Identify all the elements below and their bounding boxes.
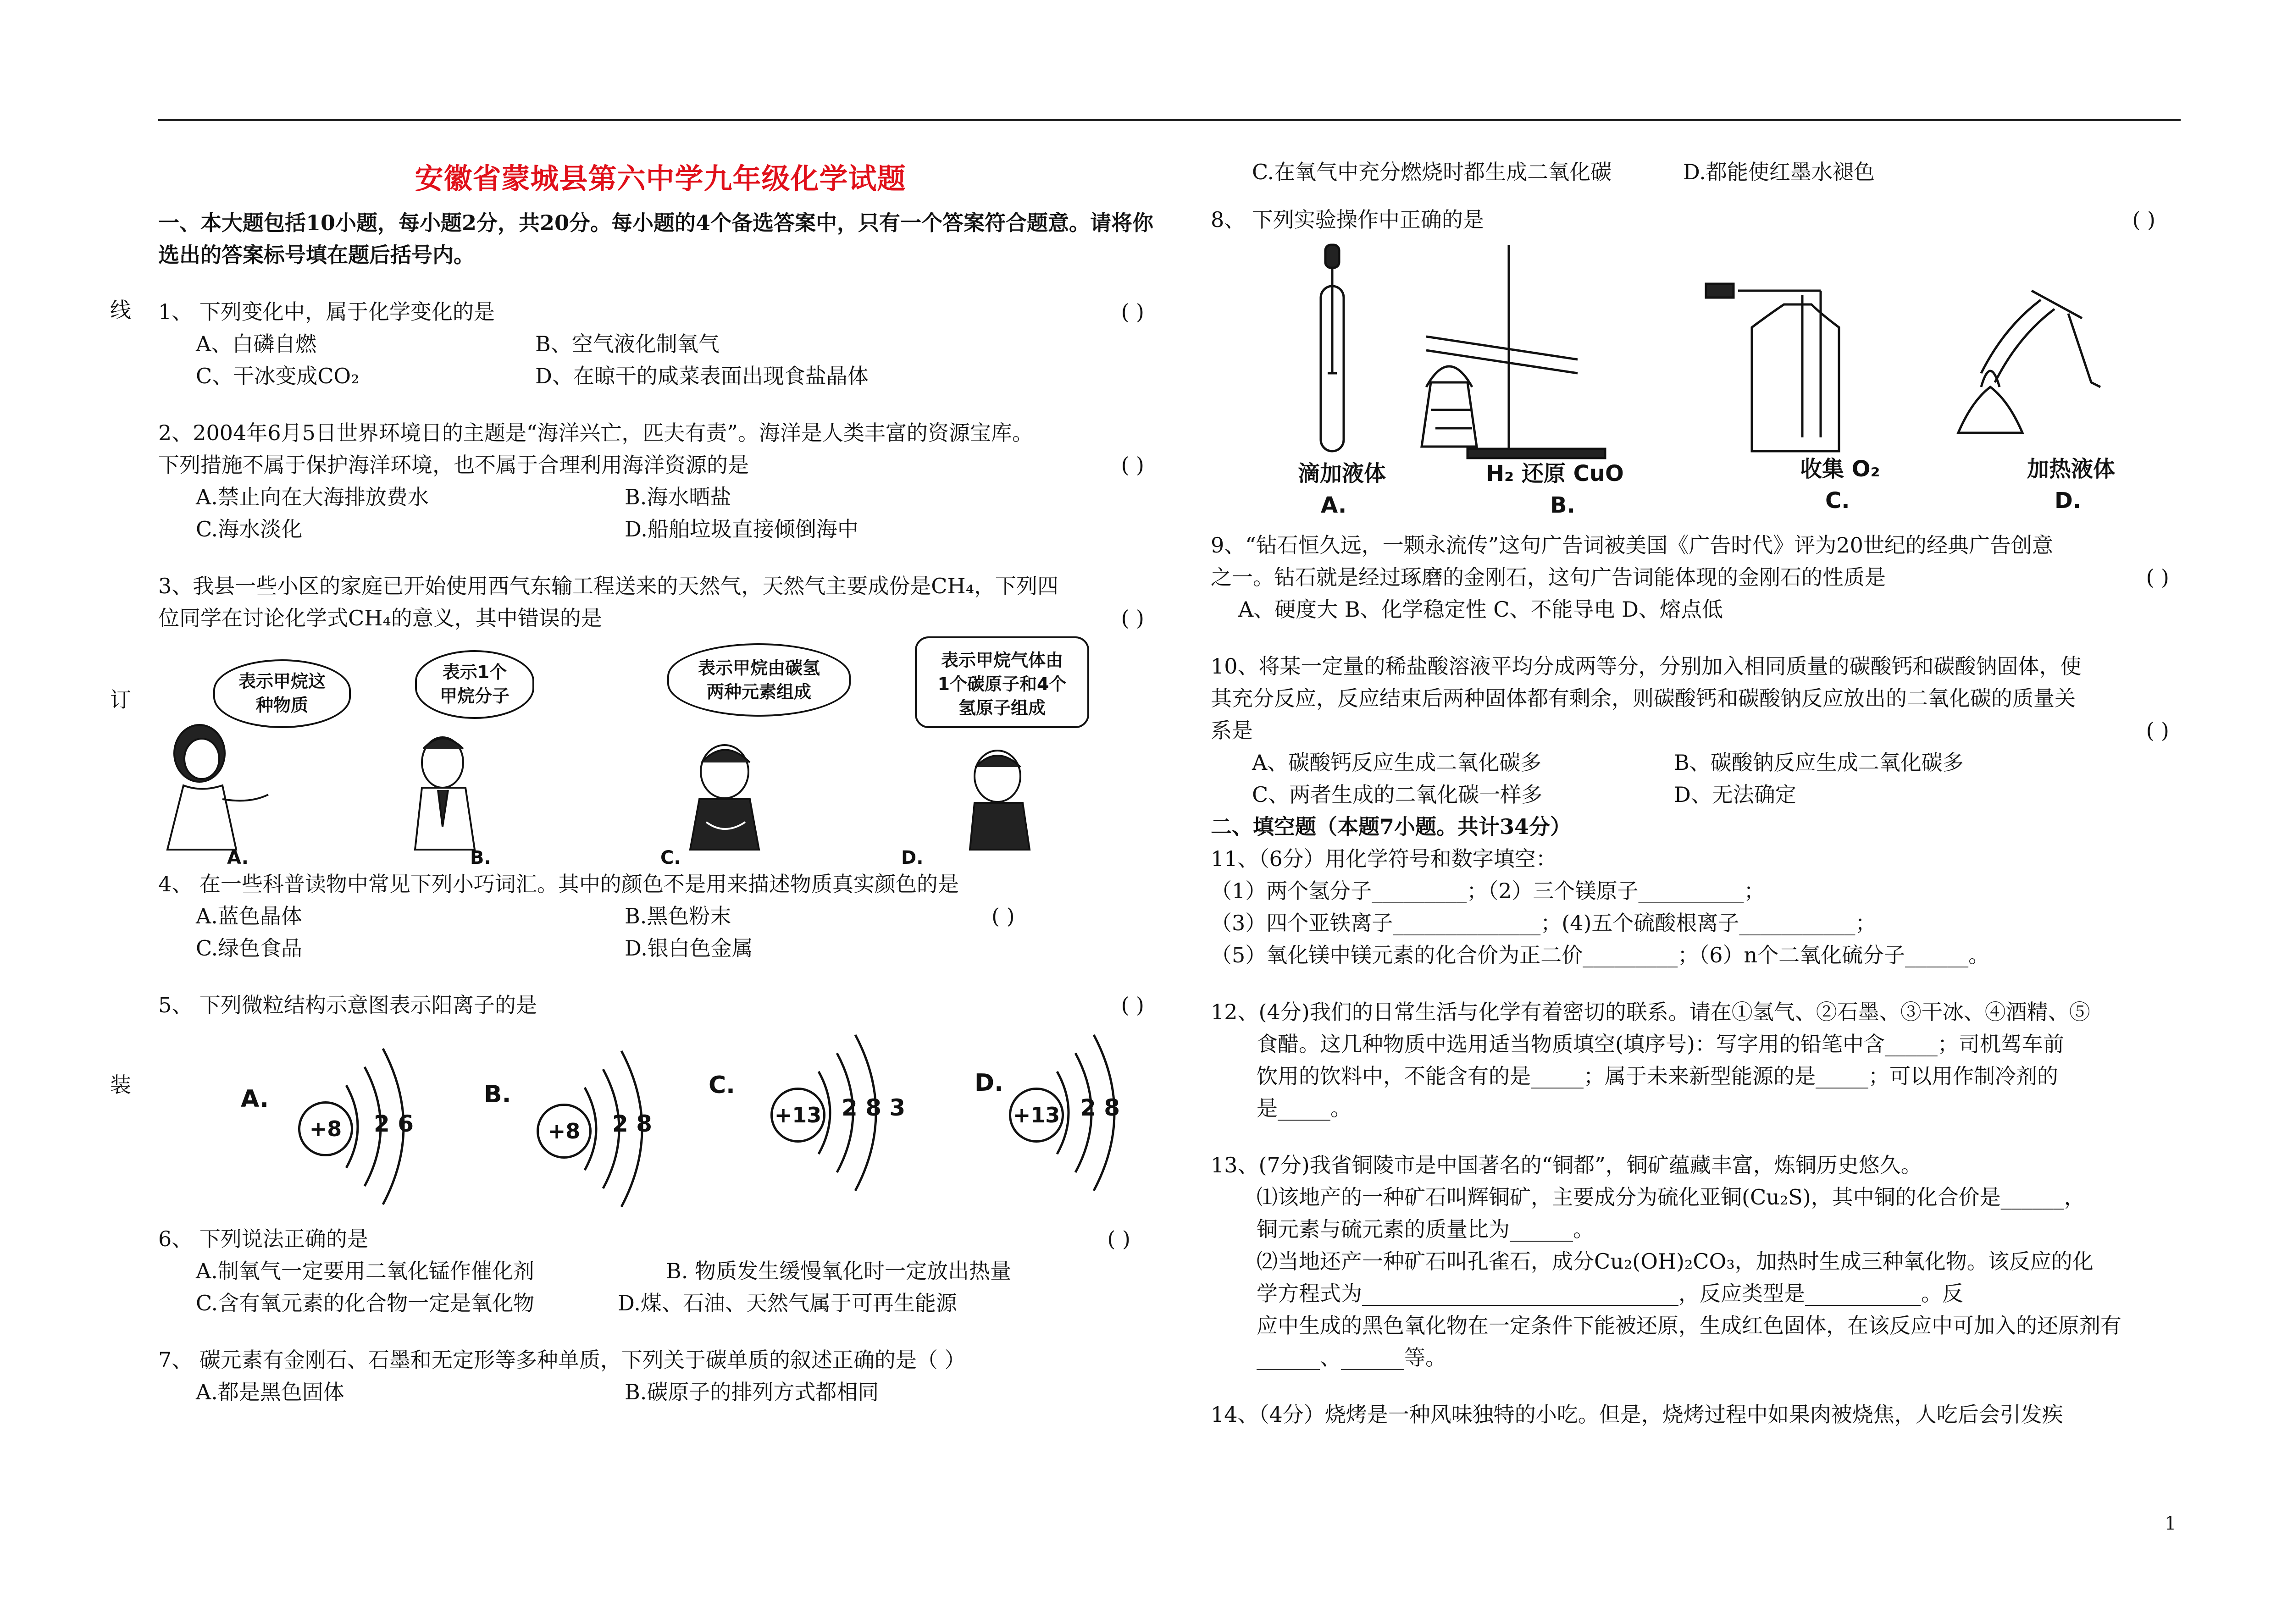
- q1-options-row2: [158, 360, 1163, 392]
- q1-options-row1: [158, 328, 1163, 360]
- margin-char-ding: 订: [110, 687, 131, 712]
- q10-option-a: A、碳酸钙反应生成二氧化碳多: [1252, 750, 1542, 775]
- q10-option-c: C、两者生成的二氧化碳一样多: [1252, 782, 1543, 807]
- left-column: [158, 156, 1163, 1408]
- margin-char-line: 线: [110, 298, 131, 322]
- q10-stem-line2: 其充分反应，反应结束后两种固体都有剩余，则碳酸钙和碳酸钠反应放出的二氧化碳的质量关: [1211, 686, 2076, 711]
- q3-paren: ( ): [1121, 606, 1144, 630]
- q2-stem-line1: 2、2004年6月5日世界环境日的主题是“海洋兴亡，匹夫有责”。海洋是人类丰富的资源宝库。: [158, 420, 1033, 445]
- q10-option-b: B、碳酸钠反应生成二氧化碳多: [1674, 750, 1964, 775]
- q10-stem-line1: 10、将某一定量的稀盐酸溶液平均分成两等分，分别加入相同质量的碳酸钙和碳酸钠固体，使: [1211, 654, 2082, 679]
- q6-option-a: A.制氧气一定要用二氧化锰作催化剂: [196, 1259, 534, 1283]
- q7-option-c: C.在氧气中充分燃烧时都生成二氧化碳: [1252, 160, 1612, 184]
- q11-line1: （1）两个氢分子_________；（2）三个镁原子__________；: [1211, 878, 1765, 903]
- atom-b-label: B.: [484, 1081, 511, 1108]
- q1-option-c: C、干冰变成CO₂: [196, 364, 360, 388]
- q2-options-row2: [158, 513, 1163, 545]
- q2-option-b: B.海水晒盐: [625, 485, 731, 509]
- q13-line7: ______、______等。: [1257, 1345, 1446, 1370]
- q8-app-b-label: B.: [1550, 492, 1575, 518]
- q6-paren: ( ): [1107, 1226, 1130, 1251]
- q8-figure: [1211, 236, 2183, 529]
- q13-line3: 铜元素与硫元素的质量比为______。: [1257, 1217, 1594, 1242]
- q2-option-c: C.海水淡化: [196, 517, 303, 541]
- q5-stem: 5、 下列微粒结构示意图表示阳离子的是 ( ): [158, 989, 1163, 1021]
- q14-line1: 14、（4分）烧烤是一种风味独特的小吃。但是，烧烤过程中如果肉被烧焦，人吃后会引发疾: [1211, 1402, 2063, 1427]
- atom-d-nucleus: +13: [1009, 1088, 1064, 1143]
- q10-paren: ( ): [2146, 718, 2169, 743]
- q6-stem: 6、 下列说法正确的是 ( ): [158, 1223, 1163, 1255]
- q3-label-a: A.: [227, 847, 249, 868]
- q6-option-c: C.含有氧元素的化合物一定是氧化物: [196, 1291, 535, 1315]
- q8-app-a-label: A.: [1321, 492, 1347, 518]
- q2-paren: ( ): [1121, 453, 1144, 477]
- q3-bubble-d: 表示甲烷气体由 1个碳原子和4个 氢原子组成: [915, 636, 1089, 728]
- q2-option-a: A.禁止向在大海排放费水: [196, 485, 429, 509]
- q13-line4: ⑵当地还产一种矿石叫孔雀石，成分Cu₂(OH)₂CO₃，加热时生成三种氧化物。该反应的化: [1257, 1249, 2094, 1274]
- q8-app-a-name: 滴加液体: [1298, 461, 1386, 486]
- atom-b-electrons: 2 8: [612, 1110, 652, 1137]
- atom-c-nucleus: +13: [770, 1088, 825, 1143]
- q3-label-b: B.: [470, 847, 491, 868]
- q4-option-a: A.蓝色晶体: [196, 904, 302, 928]
- q3-figure: [158, 634, 1163, 868]
- q8-app-d-label: D.: [2055, 488, 2082, 514]
- q3-label-d: D.: [901, 847, 924, 868]
- q9-stem-line2: 之一。钻石就是经过琢磨的金刚石，这句广告词能体现的金刚石的性质是 ( ): [1211, 561, 2183, 593]
- q1-option-a: A、白磷自燃: [196, 331, 317, 356]
- q7-option-a: A.都是黑色固体: [196, 1380, 344, 1404]
- q9-paren: ( ): [2146, 565, 2169, 590]
- q1-paren: ( ): [1121, 299, 1144, 324]
- q7-option-d: D.都能使红墨水褪色: [1683, 160, 1875, 184]
- q3-stem-line1: 3、我县一些小区的家庭已开始使用西气东输工程送来的天然气，天然气主要成份是CH₄，下列四: [158, 574, 1059, 598]
- test-tube-dropper-icon: [1321, 245, 1344, 451]
- q9-options: A、硬度大 B、化学稳定性 C、不能导电 D、熔点低: [1238, 597, 1723, 622]
- atom-a-electrons: 2 6: [374, 1110, 414, 1137]
- atom-c-electrons: 2 8 3: [842, 1094, 906, 1121]
- q12-line3: 饮用的饮料中，不能含有的是_____；属于未来新型能源的是_____；可以用作制冷剂的: [1257, 1064, 2058, 1088]
- q12-line1: 12、(4分)我们的日常生活与化学有着密切的联系。请在①氢气、②石墨、③干冰、④酒精、⑤: [1211, 1000, 2090, 1024]
- q8-paren: ( ): [2132, 207, 2155, 232]
- q3-bubble-c: 表示甲烷由碳氢 两种元素组成: [667, 643, 851, 717]
- atom-a-label: A.: [241, 1085, 269, 1113]
- q13-line5: 学方程式为______________________________，反应类型是___________。反: [1257, 1281, 1963, 1306]
- page-title: 安徽省蒙城县第六中学九年级化学试题: [415, 162, 906, 195]
- q3-students-figure: [158, 634, 1163, 868]
- q4-paren: ( ): [991, 904, 1015, 928]
- atom-d-electrons: 2 8: [1080, 1094, 1120, 1121]
- q6-option-d: D.煤、石油、天然气属于可再生能源: [618, 1291, 957, 1315]
- student-b-icon: [415, 737, 475, 850]
- q7-stem: 7、 碳元素有金刚石、石墨和无定形等多种单质，下列关于碳单质的叙述正确的是（ ）: [158, 1348, 966, 1372]
- q8-app-c-label: C.: [1825, 488, 1850, 514]
- q4-options-row1: [158, 900, 1163, 932]
- atom-a-nucleus: +8: [298, 1101, 353, 1156]
- page-number: 1: [2165, 1513, 2177, 1534]
- q7-option-b: B.碳原子的排列方式都相同: [625, 1380, 879, 1404]
- q13-line1: 13、(7分)我省铜陵市是中国著名的“铜都”，铜矿蕴藏丰富，炼铜历史悠久。: [1211, 1153, 1922, 1177]
- q11-line2: （3）四个亚铁离子______________；(4)五个硫酸根离子___________；: [1211, 911, 1877, 935]
- atom-c-label: C.: [709, 1072, 735, 1099]
- q7-options-row2: [1211, 156, 2183, 188]
- q3-stem-line2: 位同学在讨论化学式CH₄的意义，其中错误的是 ( ): [158, 602, 1163, 634]
- q6-options-row1: [158, 1255, 1163, 1287]
- q4-stem: 4、 在一些科普读物中常见下列小巧词汇。其中的颜色不是用来描述物质真实颜色的是: [158, 872, 959, 896]
- q2-option-d: D.船舶垃圾直接倾倒海中: [625, 517, 858, 541]
- q4-option-b: B.黑色粉末: [625, 904, 731, 928]
- q11-line3: （5）氧化镁中镁元素的化合价为正二价_________；（6）n个二氧化硫分子______。: [1211, 943, 1990, 967]
- q7-options-row1: [158, 1376, 1163, 1408]
- q2-stem-line2: 下列措施不属于保护海洋环境，也不属于合理利用海洋资源的是 ( ): [158, 449, 1163, 481]
- header-rule: [158, 119, 2181, 121]
- q3-label-c: C.: [660, 847, 681, 868]
- q8-app-d-name: 加热液体: [2027, 456, 2116, 482]
- q1-option-b: B、空气液化制氧气: [535, 331, 720, 356]
- q12-line4: 是_____。: [1257, 1096, 1351, 1121]
- q1-stem: 1、 下列变化中，属于化学变化的是 ( ): [158, 296, 1163, 328]
- q13-line6: 应中生成的黑色氧化物在一定条件下能被还原，生成红色固体，在该反应中可加入的还原剂有: [1257, 1313, 2121, 1338]
- h2-reduction-apparatus-icon: [1422, 245, 1605, 458]
- q6-options-row2: [158, 1287, 1163, 1319]
- q4-option-c: C.绿色食品: [196, 936, 303, 961]
- q10-option-d: D、无法确定: [1674, 782, 1796, 807]
- q12-line2: 食醋。这几种物质中选用适当物质填空(填序号)：写字用的铅笔中含_____；司机驾车前: [1257, 1032, 2064, 1056]
- student-a-icon: [167, 725, 268, 850]
- q3-bubble-a: 表示甲烷这 种物质: [213, 659, 351, 728]
- margin-char-zhuang: 装: [110, 1072, 131, 1097]
- q10-options-row1: [1211, 746, 2183, 779]
- student-c-icon: [690, 745, 759, 850]
- q6-option-b: B. 物质发生缓慢氧化时一定放出热量: [666, 1259, 1012, 1283]
- q4-options-row2: [158, 932, 1163, 964]
- q5-figure: [158, 1021, 1163, 1223]
- right-column: [1211, 156, 2183, 1431]
- section2-heading: 二、填空题（本题7小题。共计34分）: [1211, 814, 1572, 839]
- student-d-icon: [970, 751, 1030, 850]
- gas-bottle-icon: [1706, 284, 1839, 451]
- q10-stem-line3: 系是 ( ): [1211, 714, 2183, 746]
- q8-app-b-name: H₂ 还原 CuO: [1486, 461, 1624, 486]
- q10-options-row2: [1211, 779, 2183, 811]
- atom-b-nucleus: +8: [537, 1104, 592, 1159]
- heating-test-tube-icon: [1958, 291, 2100, 433]
- q3-bubble-b: 表示1个 甲烷分子: [415, 650, 534, 719]
- q4-option-d: D.银白色金属: [625, 936, 753, 961]
- atom-d-label: D.: [975, 1069, 1003, 1097]
- q2-options-row1: [158, 481, 1163, 513]
- q11-stem: 11、（6分）用化学符号和数字填空：: [1211, 846, 1557, 871]
- q8-stem: 8、 下列实验操作中正确的是 ( ): [1211, 204, 2183, 236]
- q8-app-c-name: 收集 O₂: [1800, 456, 1880, 482]
- section1-heading: 一、本大题包括10小题，每小题2分，共20分。每小题的4个备选答案中，只有一个答案符合题意。请将你选出的答案标号填在题后括号内。: [158, 210, 1154, 267]
- q1-option-d: D、在晾干的咸菜表面出现食盐晶体: [535, 364, 869, 388]
- q5-paren: ( ): [1121, 993, 1144, 1017]
- q9-stem-line1: 9、“钻石恒久远，一颗永流传”这句广告词被美国《广告时代》评为20世纪的经典广告创意: [1211, 533, 2053, 558]
- q13-line2: ⑴该地产的一种矿石叫辉铜矿，主要成分为硫化亚铜(Cu₂S)，其中铜的化合价是______，: [1257, 1185, 2085, 1210]
